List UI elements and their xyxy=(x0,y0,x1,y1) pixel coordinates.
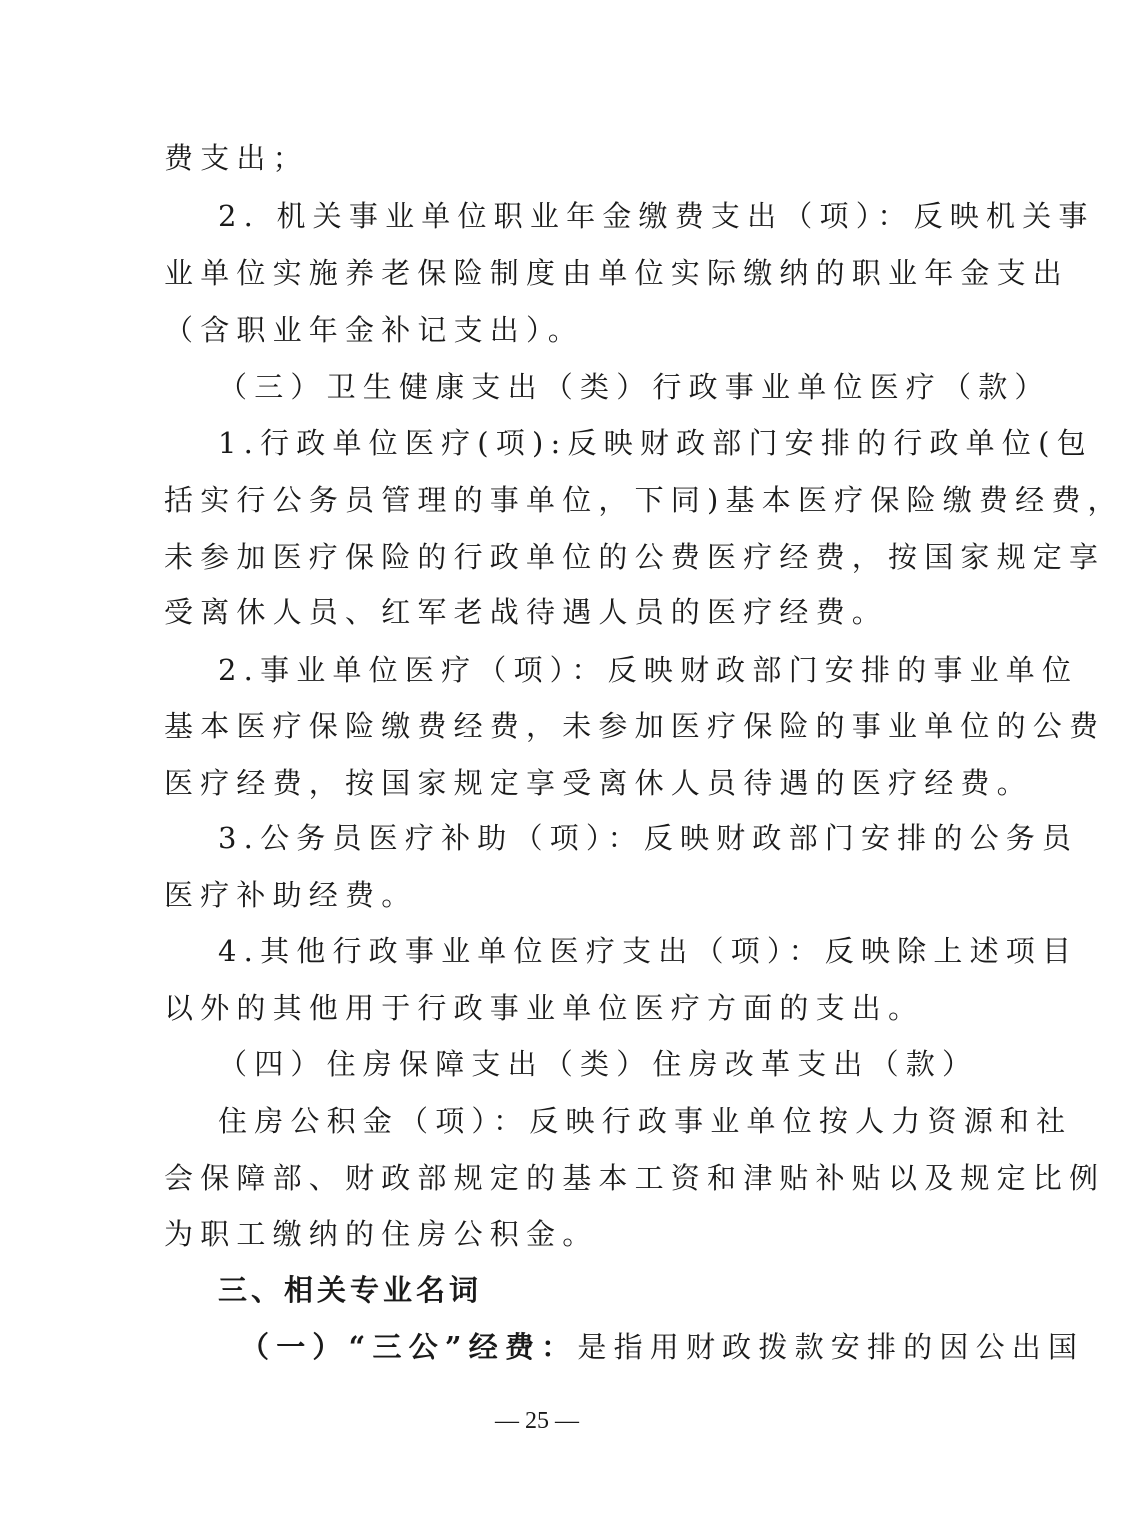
subsection-heading: （四）住房保障支出（类）住房改革支出（款） xyxy=(218,1047,979,1081)
paragraph-line: 受离休人员、红军老战待遇人员的医疗经费。 xyxy=(164,595,889,629)
paragraph-line: 2. 机关事业单位职业年金缴费支出（项）：反映机关事 xyxy=(218,199,1095,233)
paragraph-line: 括实行公务员管理的事单位，下同)基本医疗保险缴费经费， xyxy=(164,483,1124,517)
paragraph-line: 2.事业单位医疗（项）：反映财政部门安排的事业单位 xyxy=(218,653,1079,687)
paragraph-line: （含职业年金补记支出）。 xyxy=(164,313,584,347)
paragraph-line: 以外的其他用于行政事业单位医疗方面的支出。 xyxy=(164,991,925,1025)
page-number: — 25 — xyxy=(495,1408,579,1434)
paragraph-line: 4.其他行政事业单位医疗支出（项）：反映除上述项目 xyxy=(218,934,1079,968)
paragraph-line: 住房公积金（项）：反映行政事业单位按人力资源和社 xyxy=(218,1104,1073,1138)
section-heading: 三、相关专业名词 xyxy=(218,1273,483,1307)
paragraph-line: 为职工缴纳的住房公积金。 xyxy=(164,1217,599,1251)
paragraph-line: 会保障部、财政部规定的基本工资和津贴补贴以及规定比例 xyxy=(164,1161,1106,1195)
term-definition-line xyxy=(240,1327,1085,1367)
term-label: （一）“三公”经费： xyxy=(240,1330,578,1364)
subsection-heading: （三）卫生健康支出（类）行政事业单位医疗（款） xyxy=(218,370,1051,404)
paragraph-line: 3.公务员医疗补助（项）：反映财政部门安排的公务员 xyxy=(218,821,1079,855)
paragraph-line: 业单位实施养老保险制度由单位实际缴纳的职业年金支出 xyxy=(164,256,1070,290)
paragraph-line: 1.行政单位医疗(项):反映财政部门安排的行政单位(包 xyxy=(218,426,1093,460)
term-text: 是指用财政拨款安排的因公出国 xyxy=(577,1330,1085,1364)
paragraph-line: 医疗补助经费。 xyxy=(164,878,418,912)
paragraph-line: 基本医疗保险缴费经费，未参加医疗保险的事业单位的公费 xyxy=(164,709,1106,743)
paragraph-line: 未参加医疗保险的行政单位的公费医疗经费，按国家规定享 xyxy=(164,540,1106,574)
paragraph-line: 费支出； xyxy=(164,141,309,175)
paragraph-line: 医疗经费，按国家规定享受离休人员待遇的医疗经费。 xyxy=(164,766,1033,800)
